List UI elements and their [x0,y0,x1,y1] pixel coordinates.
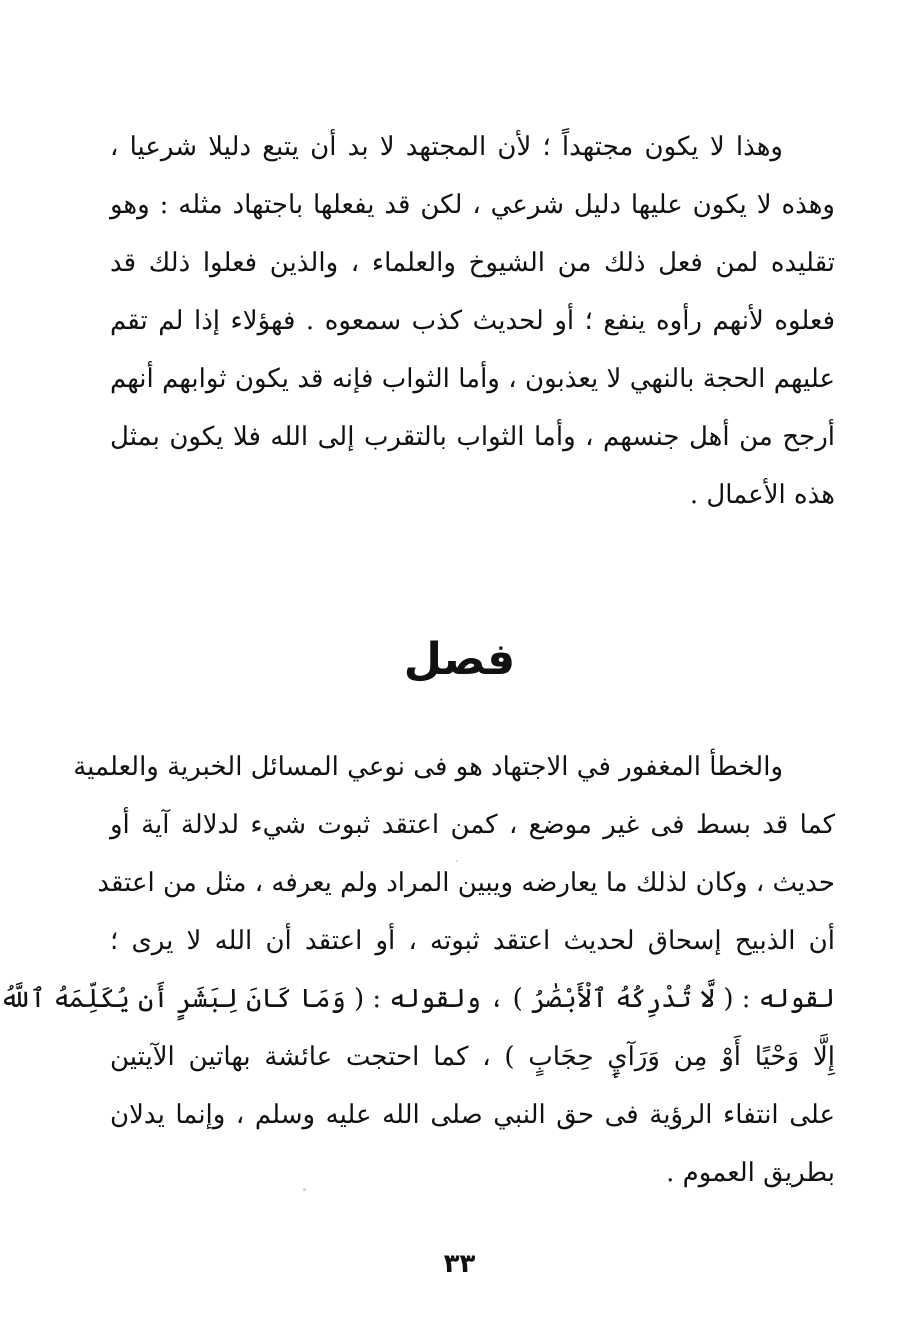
text-line: إِلَّا وَحْيًا أَوْ مِن وَرَآيِٕ حِجَابٍ ) ، كما احتجت عائشة بهاتين الآيتين [110,1042,835,1072]
text-line: كما قد بسط فى غير موضع ، كمن اعتقد ثبوت شيء لدلالة آية أو [110,810,835,840]
scan-speck [456,860,458,862]
text-line: وهذا لا يكون مجتهداً ؛ لأن المجتهد لا بد أن يتبع دليلا شرعيا ، [110,132,783,162]
text-line: والخطأ المغفور في الاجتهاد هو فى نوعي المسائل الخبرية والعلمية [73,752,783,782]
text-line: تقليده لمن فعل ذلك من الشيوخ والعلماء ، والذين فعلوا ذلك قد [110,248,835,278]
text-line: أن الذبيح إسحاق لحديث اعتقد ثبوته ، أو اعتقد أن الله لا يرى ؛ [110,926,835,956]
text-line: هذه الأعمال . [689,480,835,510]
text-line: أرجح من أهل جنسهم ، وأما الثواب بالتقرب إلى الله فلا يكون بمثل [110,422,835,452]
page-number: ٣٣ [443,1249,476,1279]
text-line: حديث ، وكان لذلك ما يعارضه ويبين المراد ولم يعرفه ، مثل من اعتقد [97,868,835,898]
text-line: على انتفاء الرؤية فى حق النبي صلى الله عليه وسلم ، وإنما يدلان [110,1100,835,1130]
paragraph-2 [0,738,835,1202]
text-line: فعلوه لأنهم رأوه ينفع ؛ أو لحديث كذب سمعوه . فهؤلاء إذا لم تقم [110,306,835,336]
text-line: بطريق العموم . [666,1158,835,1188]
text-line: لقوله : ( لَّا تُدْرِكُهُ ٱلْأَبْصَٰرُ ) ، ولقوله : ( وَمَا كَانَ لِبَشَرٍ أَن يُكَلِّمَهُ ٱللَّهُ [0,984,835,1014]
section-heading: فصل [403,634,516,685]
text-line: عليهم الحجة بالنهي لا يعذبون ، وأما الثواب فإنه قد يكون ثوابهم أنهم [110,364,835,394]
scan-speck [303,1188,306,1191]
text-line: وهذه لا يكون عليها دليل شرعي ، لكن قد يفعلها باجتهاد مثله : وهو [110,190,835,220]
paragraph-1 [110,118,835,524]
